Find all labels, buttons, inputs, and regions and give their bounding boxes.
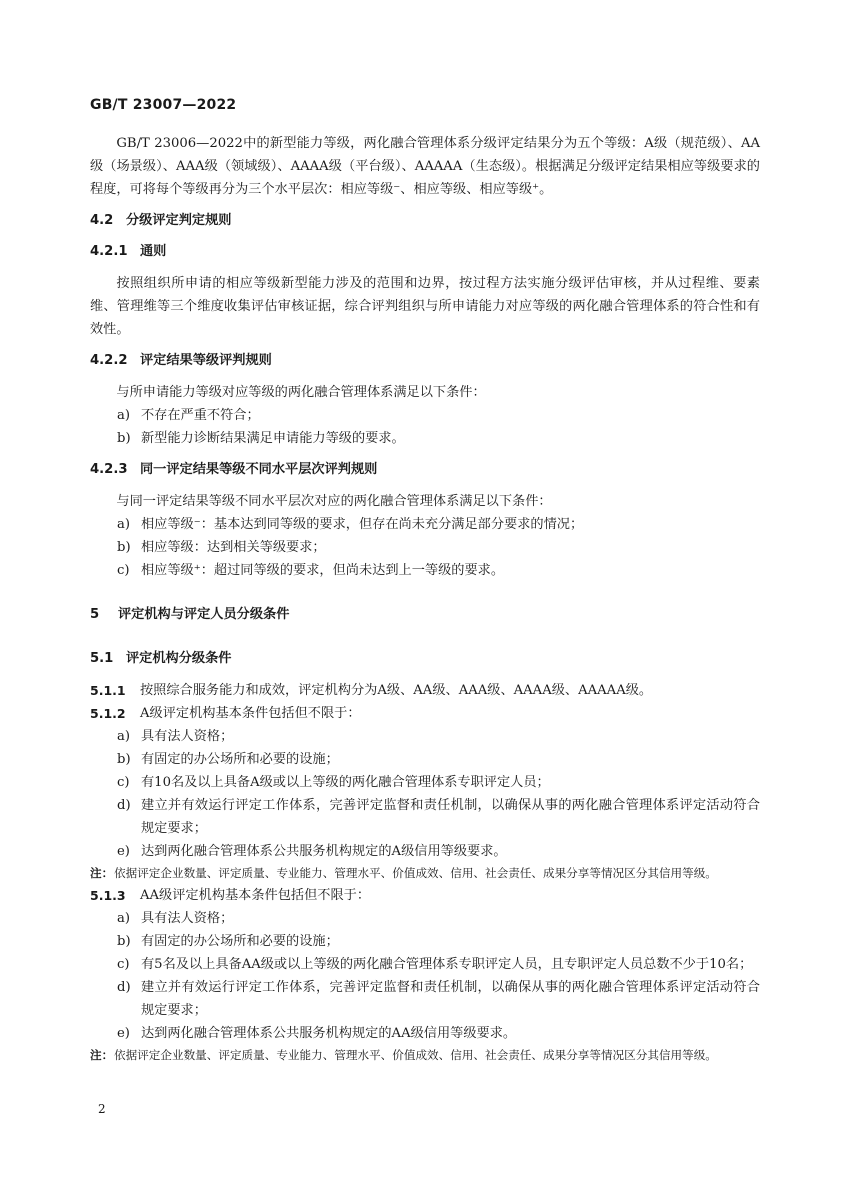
list-text: 具有法人资格；	[141, 729, 234, 744]
list-label: a)	[117, 517, 131, 532]
list-label: d)	[117, 798, 131, 813]
section-number: 5	[90, 607, 100, 622]
list-item	[90, 748, 760, 771]
list-item	[90, 840, 760, 863]
list-text: 有5名及以上具备AA级或以上等级的两化融合管理体系专职评定人员，且专职评定人员总数不少于10名；	[141, 957, 753, 972]
note-text: 依据评定企业数量、评定质量、专业能力、管理水平、价值成效、信用、社会责任、成果分享等情况区分其信用等级。	[114, 1048, 717, 1062]
clause-number: 5.1.1	[90, 683, 126, 698]
section-4-2-3-lead: 与同一评定结果等级不同水平层次对应的两化融合管理体系满足以下条件：	[116, 494, 552, 509]
list-item	[90, 771, 760, 794]
list-text: 建立并有效运行评定工作体系，完善评定监督和责任机制，以确保从事的两化融合管理体系评定活动符合规定要求；	[141, 980, 760, 1018]
list-label: b)	[117, 431, 131, 446]
list-item	[90, 725, 760, 748]
section-title: 分级评定判定规则	[126, 213, 232, 228]
clause-5-1-1	[90, 679, 760, 702]
clause-5-1-3	[90, 884, 760, 907]
list-label: c)	[117, 775, 130, 790]
note	[90, 1045, 760, 1066]
list-text: 有10名及以上具备A级或以上等级的两化融合管理体系专职评定人员；	[141, 775, 550, 790]
clause-number: 5.1.3	[90, 888, 126, 903]
section-title: 评定机构分级条件	[126, 651, 232, 666]
section-4-2-heading	[90, 210, 760, 232]
note-label: 注：	[90, 1048, 114, 1062]
section-4-2-3-heading	[90, 459, 760, 481]
list-text: 相应等级：达到相关等级要求；	[141, 540, 326, 555]
list-text: 新型能力诊断结果满足申请能力等级的要求。	[141, 431, 405, 446]
section-number: 4.2.1	[90, 244, 128, 259]
page-number: 2	[98, 1102, 106, 1116]
list-label: b)	[117, 540, 131, 555]
list-label: b)	[117, 752, 131, 767]
note	[90, 863, 760, 884]
list-text: 达到两化融合管理体系公共服务机构规定的A级信用等级要求。	[141, 844, 507, 859]
list-item	[90, 427, 760, 450]
list-label: d)	[117, 980, 131, 995]
list-label: b)	[117, 934, 131, 949]
clause-number: 5.1.2	[90, 706, 126, 721]
section-4-2-2-heading	[90, 350, 760, 372]
list-text: 有固定的办公场所和必要的设施；	[141, 752, 339, 767]
section-title: 评定机构与评定人员分级条件	[118, 607, 290, 622]
list-item	[90, 404, 760, 427]
list-text: 具有法人资格；	[141, 911, 234, 926]
list-label: e)	[117, 1026, 130, 1041]
clause-5-1-2	[90, 702, 760, 725]
page-content	[90, 132, 760, 1066]
list-text: 相应等级⁻：基本达到同等级的要求，但存在尚未充分满足部分要求的情况；	[141, 517, 584, 532]
list-item	[90, 513, 760, 536]
section-number: 4.2	[90, 213, 114, 228]
standard-code-header: GB/T 23007—2022	[90, 97, 237, 113]
clause-text: AA级评定机构基本条件包括但不限于：	[140, 888, 371, 903]
list-item	[90, 953, 760, 976]
list-text: 相应等级⁺：超过同等级的要求，但尚未达到上一等级的要求。	[141, 563, 505, 578]
list-text: 有固定的办公场所和必要的设施；	[141, 934, 339, 949]
list-item	[90, 930, 760, 953]
section-4-2-1-text: 按照组织所申请的相应等级新型能力涉及的范围和边界，按过程方法实施分级评估审核，并从过程维、要素维、管理维等三个维度收集评估审核证据，综合评判组织与所申请能力对应等级的两化融合管理体系的符合性和有效性。	[90, 276, 760, 337]
list-label: c)	[117, 563, 130, 578]
list-label: e)	[117, 844, 130, 859]
section-number: 5.1	[90, 651, 114, 666]
section-number: 4.2.3	[90, 462, 128, 477]
list-item	[90, 559, 760, 582]
intro-paragraph: GB/T 23006—2022中的新型能力等级，两化融合管理体系分级评定结果分为五个等级：A级（规范级）、AA级（场景级）、AAA级（领域级）、AAAA级（平台级）、AAAAA（生态级）。根据满足分级评定结果相应等级要求的程度，可将每个等级再分为三个水平层次：相应等级⁻、相应等级、相应等级⁺。	[90, 136, 760, 197]
list-text: 不存在严重不符合；	[141, 408, 260, 423]
section-5-heading	[90, 604, 760, 626]
section-5-1-heading	[90, 648, 760, 670]
list-item	[90, 907, 760, 930]
list-item	[90, 536, 760, 559]
list-item	[90, 1022, 760, 1045]
clause-text: 按照综合服务能力和成效，评定机构分为A级、AA级、AAA级、AAAA级、AAAAA级。	[140, 683, 653, 698]
section-title: 通则	[140, 244, 167, 259]
list-label: a)	[117, 911, 131, 926]
section-title: 同一评定结果等级不同水平层次评判规则	[140, 462, 378, 477]
section-4-2-2-lead: 与所申请能力等级对应等级的两化融合管理体系满足以下条件：	[116, 385, 486, 400]
list-label: c)	[117, 957, 130, 972]
list-item	[90, 794, 760, 840]
section-number: 4.2.2	[90, 353, 128, 368]
list-label: a)	[117, 729, 131, 744]
note-label: 注：	[90, 866, 114, 880]
note-text: 依据评定企业数量、评定质量、专业能力、管理水平、价值成效、信用、社会责任、成果分享等情况区分其信用等级。	[114, 866, 717, 880]
list-text: 建立并有效运行评定工作体系，完善评定监督和责任机制，以确保从事的两化融合管理体系评定活动符合规定要求；	[141, 798, 760, 836]
section-4-2-1-heading	[90, 241, 760, 263]
clause-text: A级评定机构基本条件包括但不限于：	[140, 706, 361, 721]
list-label: a)	[117, 408, 131, 423]
list-text: 达到两化融合管理体系公共服务机构规定的AA级信用等级要求。	[141, 1026, 517, 1041]
section-title: 评定结果等级评判规则	[140, 353, 272, 368]
list-item	[90, 976, 760, 1022]
